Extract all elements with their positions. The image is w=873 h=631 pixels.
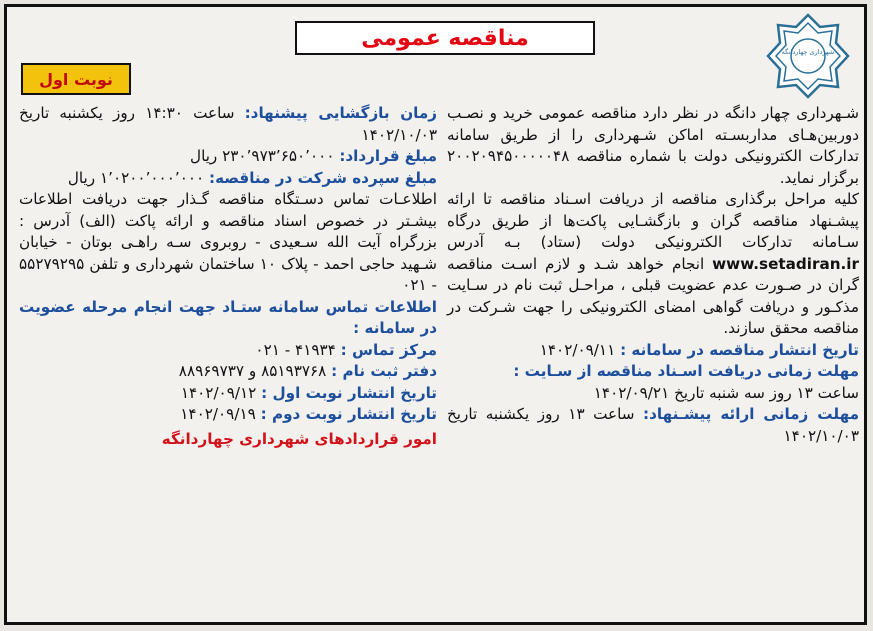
offer-deadline-value: ساعت ۱۳ روز یکشنبه تاریخ ۱۴۰۲/۱۰/۰۳ xyxy=(447,405,859,445)
registration-line xyxy=(19,361,437,383)
publish-date-line xyxy=(447,340,859,362)
notice-frame xyxy=(4,4,867,625)
title-box xyxy=(295,21,595,55)
doc-deadline-value: ساعت ۱۳ روز سه شنبه تاریخ ۱۴۰۲/۰۹/۲۱ xyxy=(593,383,859,402)
round-badge-label: نوبت اول xyxy=(39,69,113,89)
offer-deadline-line xyxy=(447,404,859,447)
contract-amount-line xyxy=(19,146,437,168)
deposit-label: مبلغ سپرده شرکت در مناقصه: xyxy=(209,168,437,187)
doc-deadline-value-line xyxy=(447,383,859,405)
svg-text:شهرداری چهاردانگه: شهرداری چهاردانگه xyxy=(781,48,835,56)
left-column xyxy=(19,103,437,450)
publish-date-label: تاریخ انتشار مناقصه در سامانه : xyxy=(620,340,859,359)
right-column xyxy=(447,103,859,447)
offer-deadline-label: مهلت زمانی ارائه پیشـنهاد: xyxy=(643,405,859,423)
first-publish-label: تاریخ انتشار نوبت اول : xyxy=(261,383,437,402)
opening-time-label: زمان بازگشایی پیشنهاد: xyxy=(244,104,438,122)
municipality-logo xyxy=(766,13,850,99)
contract-amount-label: مبلغ قرارداد: xyxy=(339,147,437,165)
publish-date-value: ۱۴۰۲/۰۹/۱۱ xyxy=(539,340,616,359)
second-publish-date: ۱۴۰۲/۰۹/۱۹ xyxy=(180,405,256,423)
second-publish-label: تاریخ انتشار نوبت دوم : xyxy=(260,405,437,423)
first-publish-line xyxy=(19,383,437,405)
opening-time-value: ساعت ۱۴:۳۰ روز یکشنبه تاریخ ۱۴۰۲/۱۰/۰۳ xyxy=(19,104,437,144)
footer-line xyxy=(19,429,437,451)
footer-signature: امور قراردادهای شهرداری چهاردانگه xyxy=(161,429,437,448)
doc-deadline-label: مهلت زمانی دریافت اسـناد مناقصه از سـایت : xyxy=(513,362,859,380)
opening-time-line xyxy=(19,103,437,146)
setad-website-link[interactable]: www.setadiran.ir xyxy=(712,254,859,273)
deposit-value: ۱٬۰۲۰۰٬۰۰۰٬۰۰۰ ریال xyxy=(67,168,205,187)
support-line xyxy=(19,340,437,362)
deposit-line xyxy=(19,168,437,190)
doc-deadline-line xyxy=(447,361,859,383)
contract-amount-value: ۲۳۰٬۹۷۳٬۶۵۰٬۰۰۰ ریال xyxy=(190,147,335,165)
registration-label: دفتر ثبت نام : xyxy=(331,362,437,380)
round-badge xyxy=(21,63,131,95)
setad-contact-heading: اطلاعات تماس سامانه ستـاد جهت انجام مرحله عضویت در سامانه : xyxy=(19,297,437,337)
first-publish-date: ۱۴۰۲/۰۹/۱۲ xyxy=(180,383,257,402)
support-label: مرکز تماس : xyxy=(340,340,437,359)
support-value: ۴۱۹۳۴ - ۰۲۱ xyxy=(255,340,336,359)
registration-value: ۸۵۱۹۳۷۶۸ و ۸۸۹۶۹۷۳۷ xyxy=(178,362,327,380)
procedure-paragraph: کلیه مراحل برگذاری مناقصه از دریافت اسـناد مناقصه تا ارائه پیشـنهاد مناقصه گران و بازگشـایی پاکت‌ها از طریق درگاه سـامانه تدارکات الکترونیکی دولت (ستاد) بـه آدرس www.setadiran.ir انجام خواهد شـد و لازم اسـت مناقصه گران در صـورت عدم عضویت قبلی ، مراحـل ثبت نام در سـایت مذکـور و دریافت گواهی امضای الکترونیکی را جهت شـرکت در مناقصه محقق سازند. xyxy=(447,190,859,337)
intro-paragraph: شـهرداری چهار دانگه در نظر دارد مناقصه عمومی خرید و نصـب دوربین‌هـای مداربسـته اماکن شـهرداری را از طریق سامانه تدارکات الکترونیکی دولت با شماره مناقصه ۲۰۰۲۰۹۴۵۰۰۰۰۰۴۸ برگزار نماید. xyxy=(447,104,859,187)
contact-info-paragraph: اطلاعـات تماس دسـتگاه مناقصه گـذار جهت دریافت اطلاعات بیشـتر در خصوص اسناد مناقصه و ارائه پاکت (الف) آدرس : بزرگراه آیت الله سـعیدی - روبروی سـه راهـی بوتان - خیابان شـهید حاجی احمد - پلاک ۱۰ ساختمان شهرداری و تلفن ۵۵۲۷۹۲۹۵ - ۰۲۱ xyxy=(19,190,438,294)
second-publish-line xyxy=(19,404,437,426)
notice-title: مناقصه عمومی xyxy=(361,25,529,51)
